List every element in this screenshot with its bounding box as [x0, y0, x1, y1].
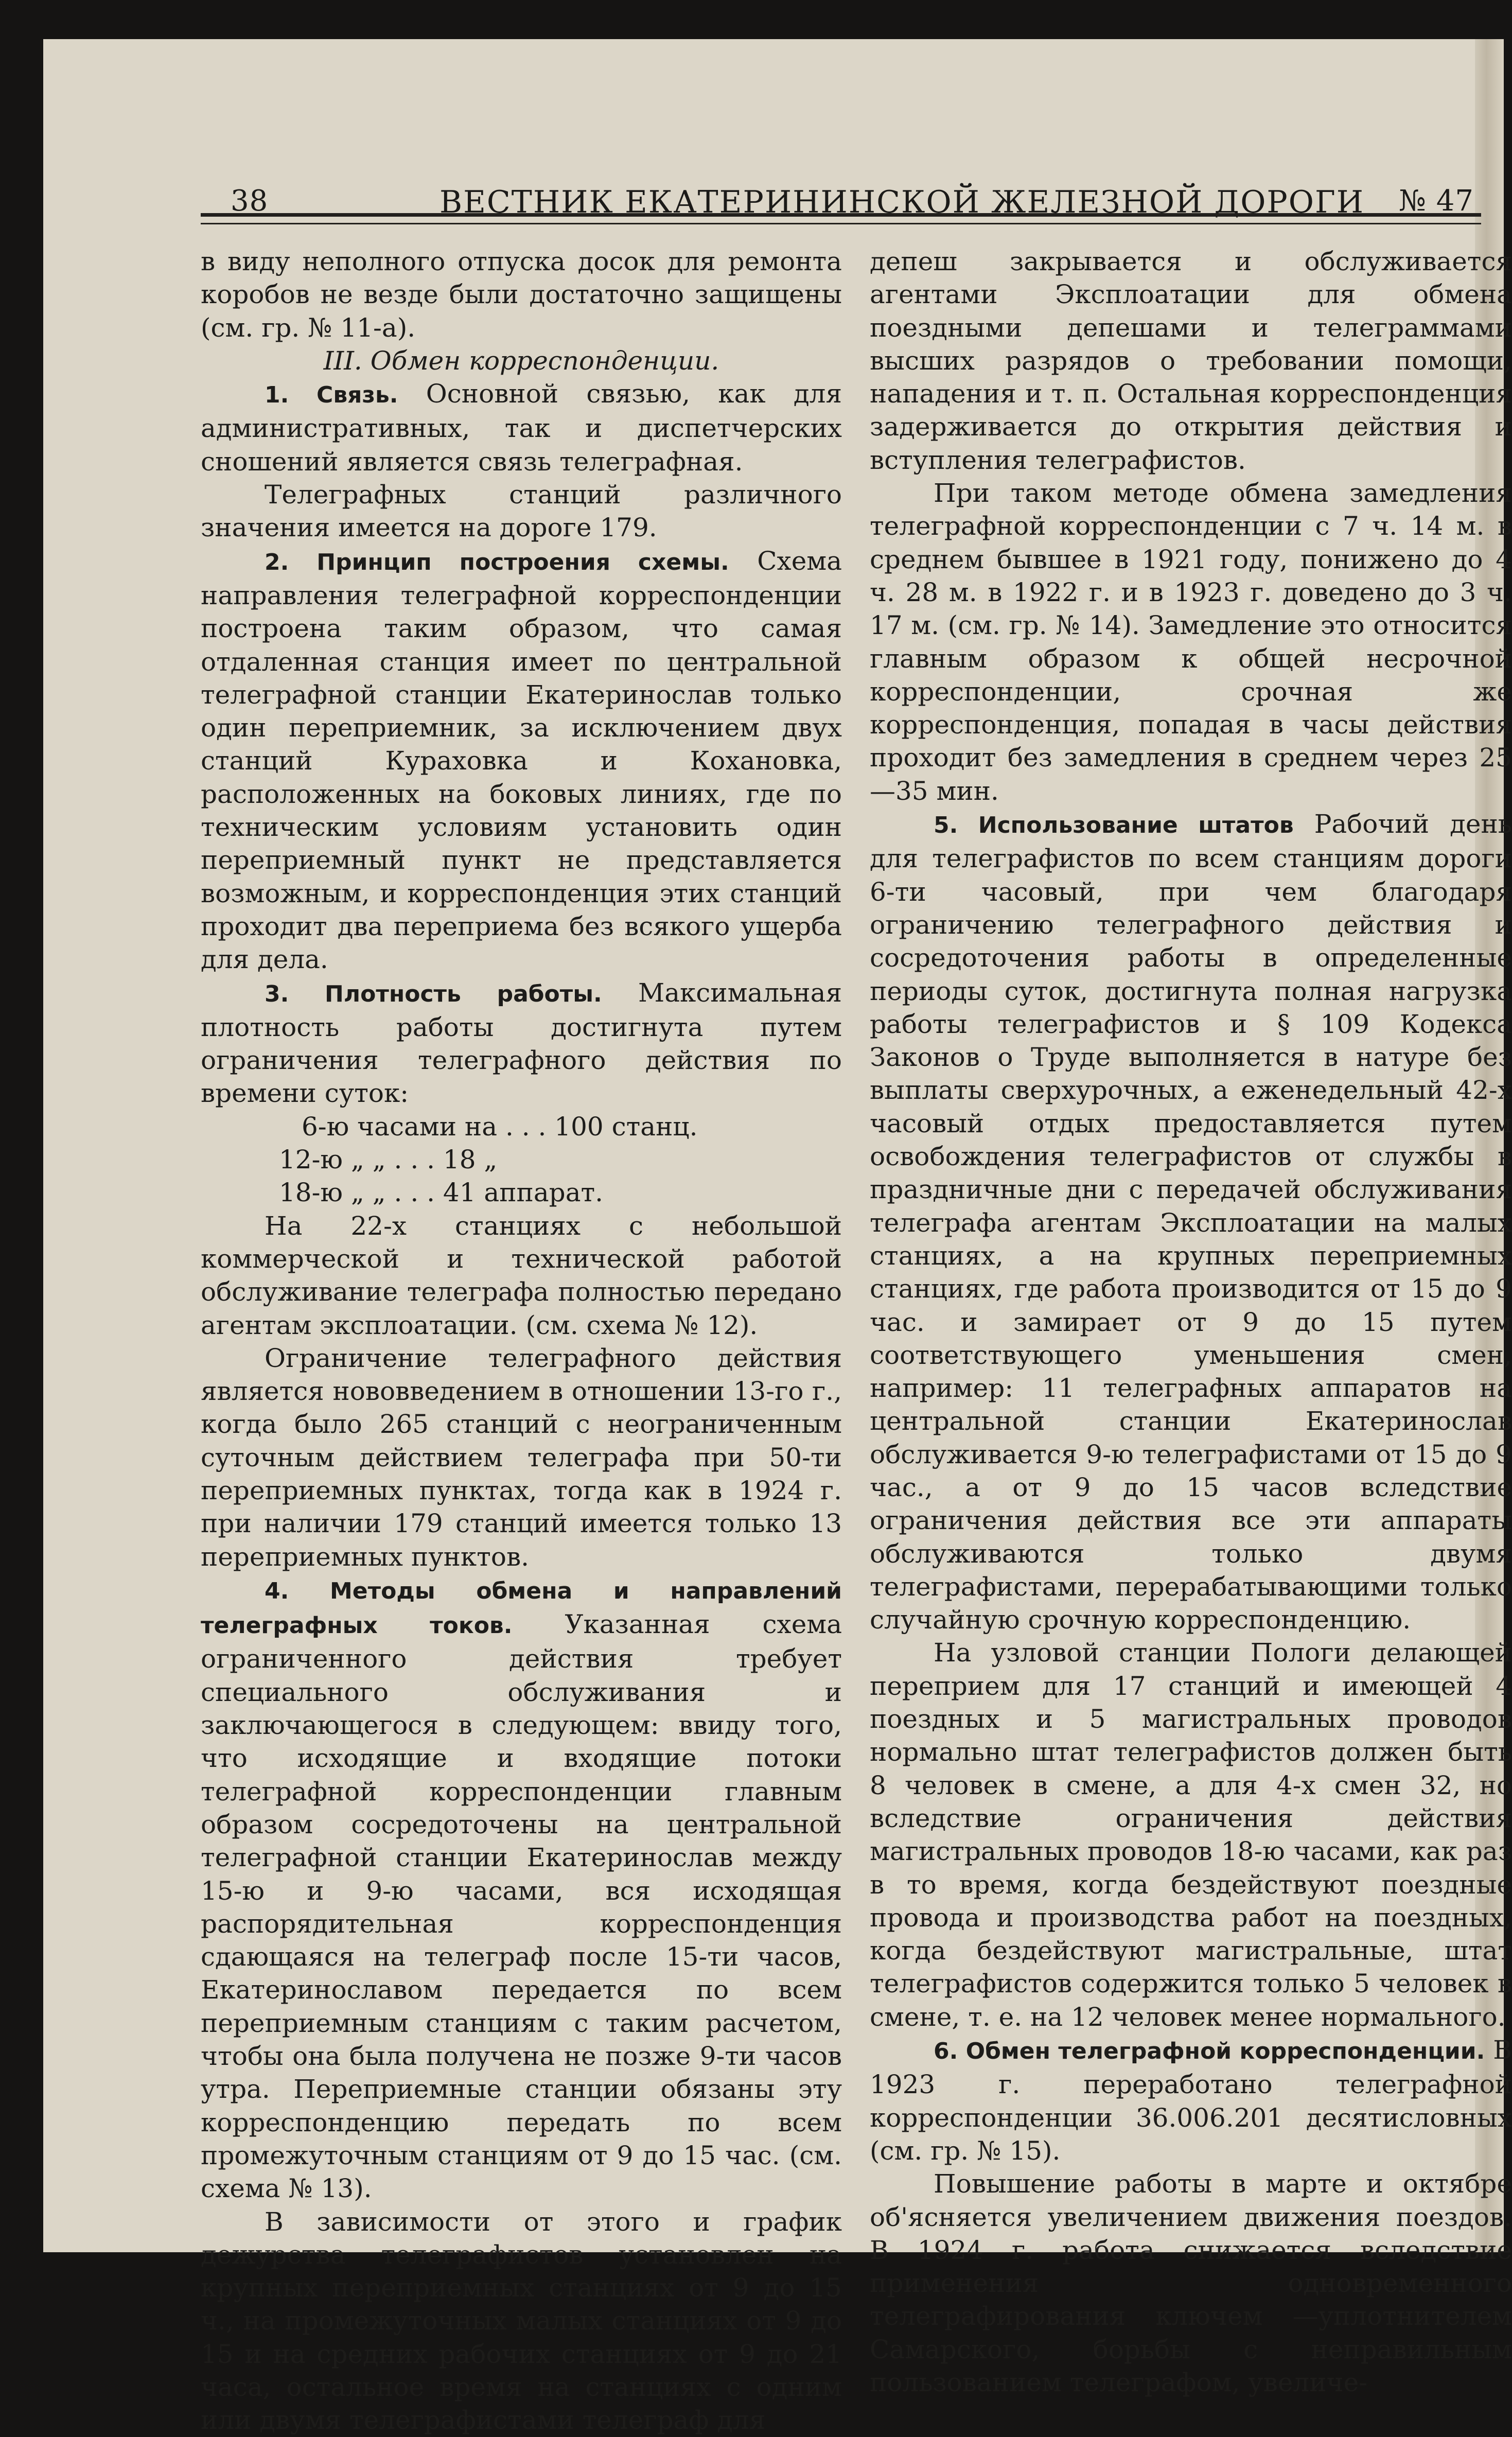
subsection-heading: 1. Связь. [265, 382, 398, 409]
journal-title: ВЕСТНИК ЕКАТЕРИНИНСКОЙ ЖЕЛЕЗНОЙ ДОРОГИ [439, 184, 1365, 220]
paragraph: На 22-х станциях с небольшой коммерческой и технической работой обслуживание телеграфа полностью передано агентам эксплоатации. (см. схема № 12). [201, 1211, 842, 1340]
paragraph: Телеграфных станций различного значения имеется на дороге 179. [201, 480, 842, 543]
paragraph: депеш закрывается и обслуживается агентами Эксплоатации для обмена поездными депешами и телеграммами высших разрядов о требовании помощи, нападения и т. п. Остальная корреспонденция задерживается до открытия действия и вступления телеграфистов. [870, 247, 1512, 475]
paragraph: 3. Плотность работы. Максимальная плотность работы достигнута путем ограничения телеграфного действия по времени суток: [201, 977, 842, 1109]
paragraph: 2. Принцип построения схемы. Схема направления телеграфной корреспонденции построена таким образом, что самая отдаленная станция имеет по центральной телеграфной станции Екатеринослав только один переприемник, за исключением двух станций Кураховка и Кохановка, расположенных на боковых линиях, где по техническим условиям установить один переприемный пункт не представляется возможным, и корреспонденция этих станций проходит два переприема без всякого ущерба для дела. [201, 546, 842, 975]
left-column [201, 245, 842, 2437]
table-line: 12-ю „ „ . . . 18 „ [279, 1145, 498, 1175]
paragraph: 6. Обмен телеграфной корреспонденции. В 1923 г. переработано телеграфной корреспонденции 36.006.201 десятисловных (см. гр. № 15). [870, 2035, 1512, 2166]
paragraph: Ограничение телеграфного действия является нововведением в отношении 13-го г., когда было 265 станций с неограниченным суточным действием телеграфа при 50-ти переприемных пунктах, тогда как в 1924 г. при наличии 179 станций имеется только 13 переприемных пунктов. [201, 1343, 842, 1572]
paragraph: 1. Связь. Основной связью, как для административных, так и диспетчерских сношений является связь телеграфная. [201, 379, 842, 477]
page-number: 38 [231, 184, 269, 218]
paragraph: Повышение работы в марте и октябре об'ясняется увеличением движения поездов. В 1924 г. работа снижается вследствие применения одновременного телеграфирования ключем —уплотнителем Самарского, борьбы с неправильным пользованием телеграфом, увеличе- [870, 2169, 1512, 2397]
paragraph: 4. Методы обмена и направлений телеграфных токов. Указанная схема ограниченного действия требует специального обслуживания и заключающегося в следующем: ввиду того, что исходящие и входящие потоки телеграфной корреспонденции главным образом сосредоточены на центральной телеграфной станции Екатеринослав между 15-ю и 9-ю часами, вся исходящая распорядительная корреспонденция сдающаяся на телеграф после 15-ти часов, Екатеринославом передается по всем переприемным станциям с таким расчетом, чтобы она была получена не позже 9-ти часов утра. Переприемные станции обязаны эту корреспонденцию передать по всем промежуточным станциям от 9 до 15 час. (см. схема № 13). [201, 1577, 842, 2204]
subsection-heading: 3. Плотность работы. [265, 980, 602, 1007]
paragraph: При таком методе обмена замедления телеграфной корреспонденции с 7 ч. 14 м. в среднем бывшее в 1921 году, понижено до 4 ч. 28 м. в 1922 г. и в 1923 г. доведено до 3 ч. 17 м. (см. гр. № 14). Замедление это относится главным образом к общей несрочной корреспонденции, срочная же корреспонденция, попадая в часы действия проходит без замедления в среднем через 25—35 мин. [870, 478, 1512, 806]
issue-number: № 47 [1399, 184, 1474, 218]
paragraph: в виду неполного отпуска досок для ремонта коробов не везде были достаточно защищены (см. гр. № 11-а). [201, 247, 842, 343]
section-heading: III. Обмен корреспонденции. [323, 345, 719, 376]
right-column [870, 245, 1512, 2399]
paragraph: На узловой станции Пологи делающей переприем для 17 станций и имеющей 4 поездных и 5 магистральных проводов нормально штат телеграфистов должен быть 8 человек в смене, а для 4-х смен 32, но вследствие ограничения действия магистральных проводов 18-ю часами, как раз в то время, когда бездействуют поездные провода и производства работ на поездных, когда бездействуют магистральные, штат телеграфистов содержится только 5 человек в смене, т. е. на 12 человек менее нормального. [870, 1638, 1512, 2032]
table-line: 18-ю „ „ . . . 41 аппарат. [279, 1178, 604, 1208]
subsection-heading: 5. Использование штатов [934, 812, 1294, 839]
scanned-page [43, 39, 1512, 2435]
running-header [153, 142, 1481, 220]
header-rule [201, 213, 1481, 224]
paragraph: В зависимости от этого и график дежурства телеграфистов установлен на крупных переприемных станциях от 9 до 15 ч., на промежуточных малых станциях от 9 до 15 и на средних рабочих станциях от 9 до 21 часа, остальное время на станциях с одним или двумя телеграфистами телеграф для [201, 2206, 842, 2435]
subsection-heading: 4. Методы обмена и направлений телеграфных токов. [201, 1577, 842, 1639]
paragraph: 5. Использование штатов Рабочий день для телеграфистов по всем станциям дороги 6-ти часовый, при чем благодаря ограничению телеграфного действия и сосредоточения работы в определенные периоды суток, достигнута полная нагрузка работы телеграфистов и § 109 Кодекса Законов о Труде выполняется в натуре без выплаты сверхурочных, а еженедельный 42-х часовый отдых предоставляется путем освобождения телеграфистов от службы в праздничные дни с передачей обслуживания телеграфа агентам Эксплоатации на малых станциях, а на крупных переприемных станциях, где работа производится от 15 до 9 час. и замирает от 9 до 15 путем соответствующего уменьшения смен, например: 11 телеграфных аппаратов на центральной станции Екатеринослав обслуживается 9-ю телеграфистами от 15 до 9 час., а от 9 до 15 часов вследствие ограничения действия все эти аппараты обслуживаются только двумя телеграфистами, перерабатывающими только случайную срочную корреспонденцию. [870, 809, 1512, 1635]
subsection-heading: 2. Принцип построения схемы. [265, 549, 729, 575]
subsection-heading: 6. Обмен телеграфной корреспонденции. [934, 2038, 1485, 2065]
table-line: 6-ю часами на . . . 100 станц. [302, 1111, 698, 1142]
